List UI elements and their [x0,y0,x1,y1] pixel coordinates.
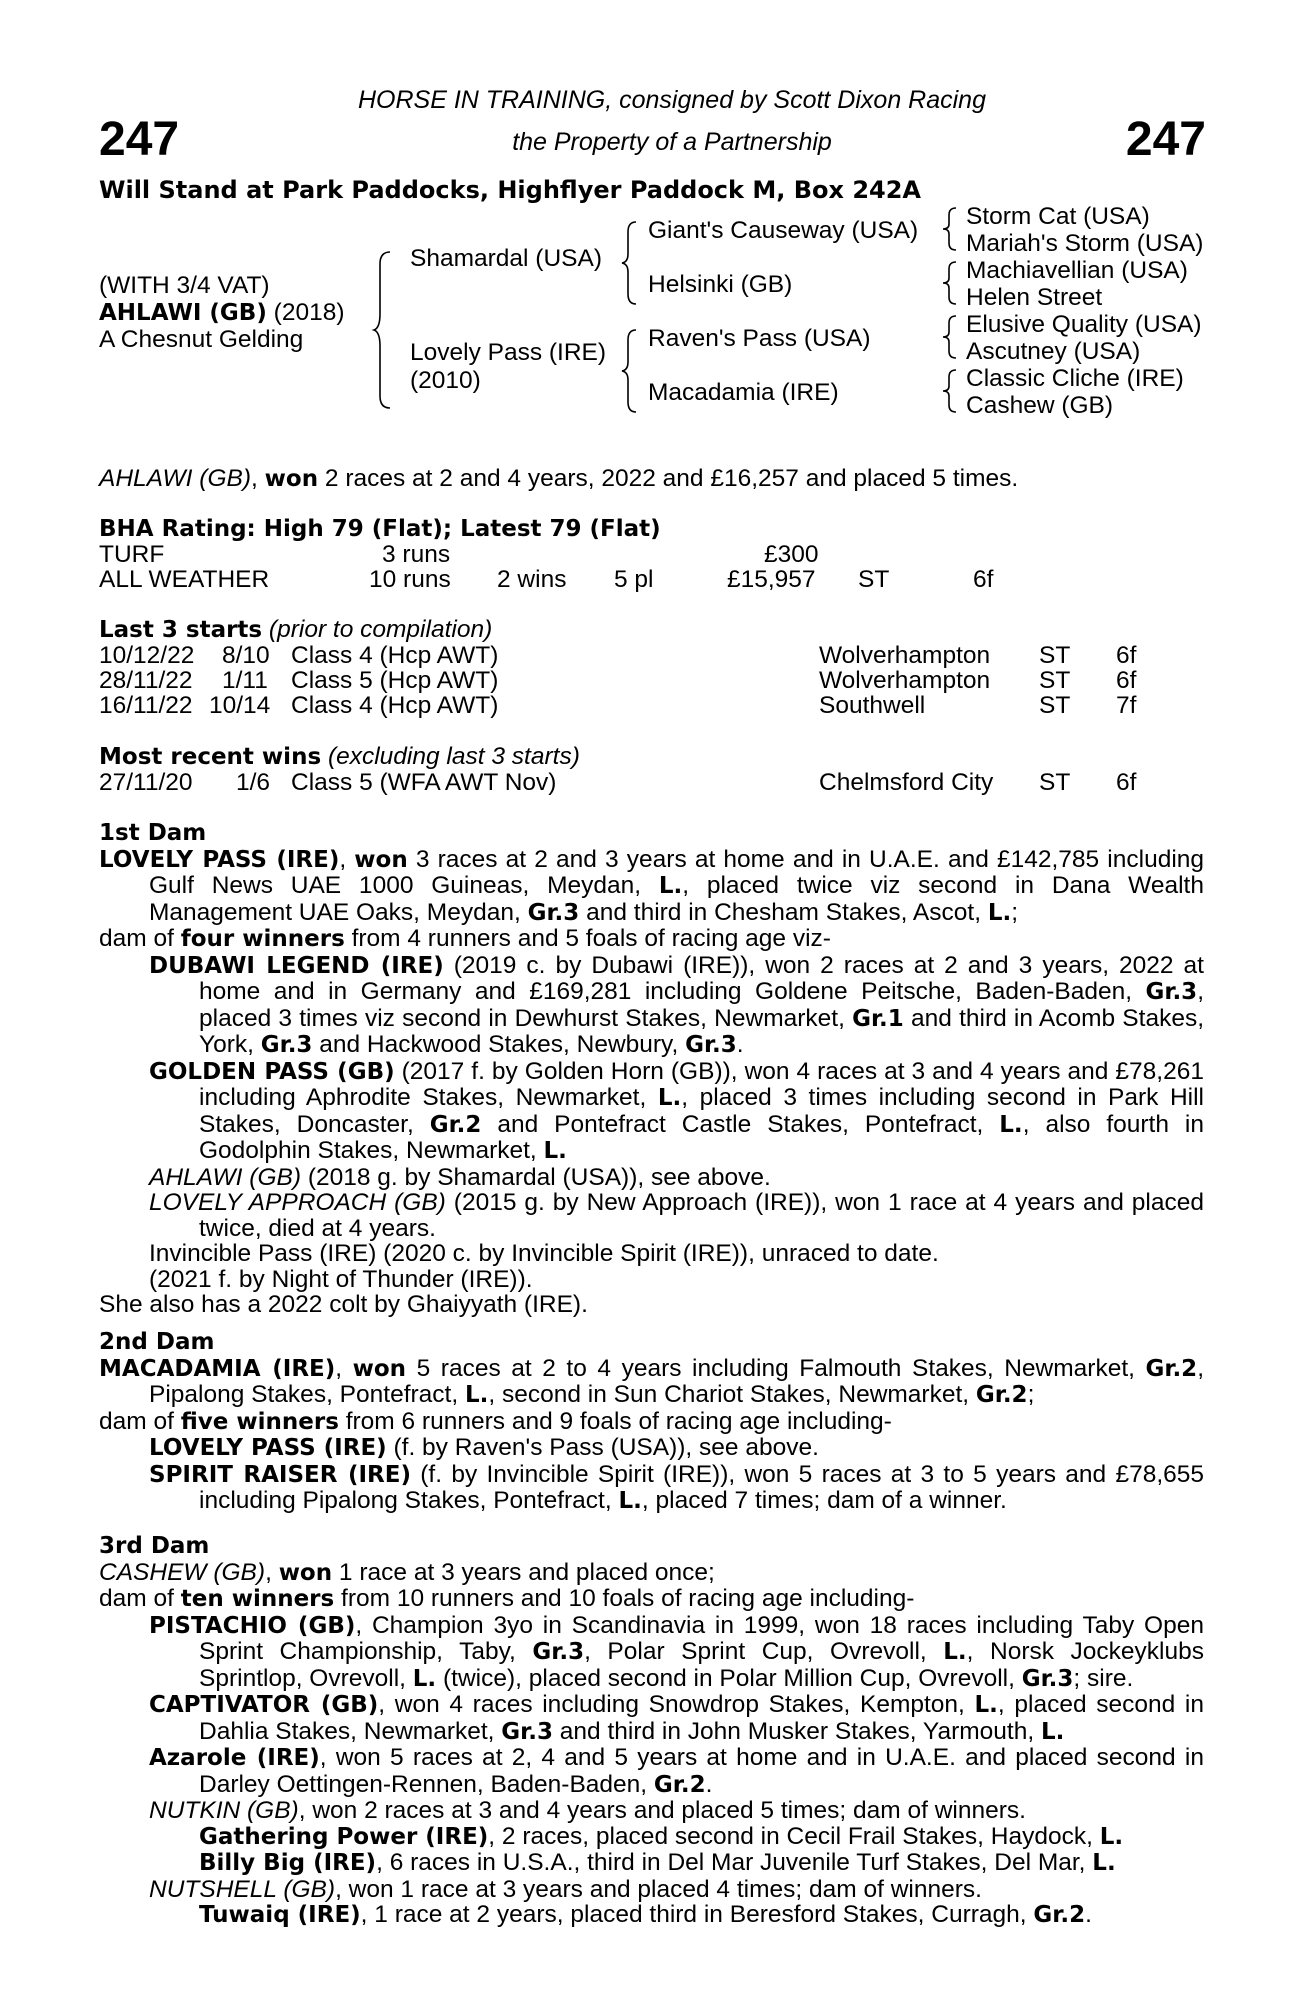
horse-year: (2018) [273,299,345,326]
recent-win-pos: 1/6 [236,769,271,796]
produce-gathering-power-run-0: Gathering Power (IRE) [199,1823,489,1850]
first-dam-record-run-0: LOVELY PASS (IRE) [99,846,340,873]
produce-azarole-run-1: , won 5 races at 2, 4 and 5 years at home and in U.A.E. and placed second in Darley Oettingen-Rennen, Baden-Baden, [199,1744,1204,1798]
produce-dubawi-legend-run-7: and Hackwood Stakes, Newbury, [312,1031,686,1058]
first-dam-record [99,847,1204,927]
rating-aw-placed: 5 pl [614,566,654,593]
last3-row-2-going: ST [1039,667,1071,694]
header-line-1: HORSE IN TRAINING, consigned by Scott Dixon Racing [357,86,986,114]
pedigree-sire-dam: Helsinki (GB) [648,271,793,298]
rating-aw-surface: ALL WEATHER [99,566,270,593]
produce-spirit-raiser-run-3: , placed 7 times; dam of a winner. [641,1487,1007,1514]
last3-row-1-dist: 6f [1116,642,1137,669]
produce-lovely-approach-run-0: LOVELY APPROACH (GB) [149,1189,446,1216]
pedigree-sire: Shamardal (USA) [410,245,602,272]
produce-dubawi-legend-run-5: and third in Acomb Stakes, York, [199,1004,1205,1058]
second-dam-section [99,1330,1204,1515]
produce-dubawi-legend [99,953,1204,1059]
pedigree-dam-dam: Macadamia (IRE) [648,379,839,406]
produce-captivator-run-6: L. [1040,1718,1065,1745]
third-dam-record [99,1560,1204,1587]
produce-dubawi-legend-run-9: . [736,1031,744,1058]
produce-golden-pass-run-1: (2017 f. by Golden Horn (GB)), won 4 races at 3 and 4 years and £78,261 including Aphrodite Stakes, Newmarket, [199,1057,1204,1111]
produce-ahlawi-run-1: (2018 g. by Shamardal (USA)), see above. [301,1163,771,1191]
recent-wins-note: (excluding last 3 starts) [321,743,580,770]
produce-invincible-pass [99,1241,1204,1267]
produce-golden-pass-run-3: , placed 3 times including second in Park Hill Stakes, Doncaster, [199,1084,1204,1138]
produce-spirit-raiser-run-0: SPIRIT RAISER (IRE) [149,1461,411,1488]
last3-row-2-race: Class 5 (Hcp AWT) [291,667,499,694]
recent-win-race: Class 5 (WFA AWT Nov) [291,769,557,796]
produce-dubawi-legend-run-2: Gr.3 [1145,979,1198,1005]
produce-gathering-power-run-2: L. [1099,1823,1124,1850]
third-dam-section [99,1534,1204,1929]
first-dam-record-run-8: L. [987,899,1012,926]
last3-title: Last 3 starts [99,617,263,643]
last3-row-1-race: Class 4 (Hcp AWT) [291,642,499,669]
pedigree-brace-g3-4 [940,368,960,414]
first-dam-produce-intro-run-1: four winners [180,926,345,952]
pedigree-dam-sire: Raven's Pass (USA) [648,325,871,352]
produce-pistachio-run-0: PISTACHIO (GB) [149,1612,356,1639]
pedigree-brace-dam [620,328,640,414]
last3-row-3-pos: 10/14 [209,692,271,719]
rating-aw-going: ST [858,566,890,593]
last3-row-3-dist: 7f [1116,692,1137,719]
vat-note: (WITH 3/4 VAT) [99,272,270,299]
produce-spirit-raiser-run-1: (f. by Invincible Spirit (IRE)), won 5 races at 3 to 5 years and £78,655 including Pipalong Stakes, Pontefract, [199,1460,1205,1514]
recent-wins-title: Most recent wins [99,744,322,770]
produce-azarole-run-3: . [705,1770,713,1798]
race-summary [99,466,1018,493]
second-dam-produce-intro-run-1: five winners [180,1408,339,1435]
lot-number-right: 247 [1125,113,1206,166]
second-dam-record-run-1: , [335,1354,353,1382]
produce-pistachio [99,1613,1204,1693]
produce-pistachio-run-3: , Polar Sprint Cup, Ovrevoll, [584,1638,944,1665]
produce-golden-pass-run-7: , also fourth in Godolphin Stakes, Newmarket, [199,1110,1204,1164]
first-dam-section [99,821,1204,1318]
first-dam-produce-intro [99,926,1204,953]
summary-text: 2 races at 2 and 4 years, 2022 and £16,257 and placed 5 times. [318,465,1019,492]
pedigree-dam-year: (2010) [410,367,481,394]
pedigree-g4-8: Cashew (GB) [966,392,1114,419]
stand-location: Will Stand at Park Paddocks, Highflyer Paddock M, Box 242A [99,176,921,204]
last3-note: (prior to compilation) [262,616,493,643]
third-dam-record-run-0: CASHEW (GB) [99,1558,266,1586]
first-dam-produce-intro-run-0: dam of [99,925,181,952]
produce-gathering-power [99,1824,1204,1851]
produce-golden-pass [99,1059,1204,1165]
produce-golden-pass-run-8: L. [543,1138,567,1164]
produce-spirit-raiser-run-2: L. [618,1488,642,1514]
pedigree-sire-sire: Giant's Causeway (USA) [648,217,919,244]
third-dam-record-run-1: , [265,1558,279,1586]
first-dam-record-run-7: and third in Chesham Stakes, Ascot, [579,898,988,926]
produce-dubawi-legend-run-4: Gr.1 [852,1005,904,1032]
last3-row-1-date: 10/12/22 [99,642,195,669]
last3-row-3-course: Southwell [819,692,926,719]
produce-billy-big-run-0: Billy Big (IRE) [199,1850,377,1876]
pedigree-g4-7: Classic Cliche (IRE) [966,365,1184,392]
second-dam-record-run-8: Gr.2 [975,1382,1028,1408]
third-dam-produce-intro-run-1: ten winners [180,1586,335,1612]
produce-tuwaiq [99,1902,1204,1929]
produce-lovely-approach-run-1: (2015 g. by New Approach (IRE)), won 1 race at 4 years and placed twice, died at 4 years. [199,1189,1205,1242]
rating-aw-prize: £15,957 [727,566,816,593]
produce-lovely-pass-run-0: LOVELY PASS (IRE) [149,1435,387,1461]
second-dam-produce-intro-run-0: dam of [99,1407,181,1435]
horse-title [99,300,344,327]
produce-tuwaiq-run-1: , 1 race at 2 years, placed third in Beresford Stakes, Curragh, [360,1901,1034,1928]
pedigree-brace-main [372,250,394,410]
produce-tuwaiq-run-0: Tuwaiq (IRE) [199,1902,361,1928]
second-dam-produce-intro [99,1409,1204,1436]
last3-row-2-pos: 1/11 [222,667,268,694]
pedigree-g4-4: Helen Street [966,284,1103,311]
recent-win-dist: 6f [1116,769,1137,796]
produce-captivator-run-2: L. [974,1692,998,1718]
rating-turf-runs: 3 runs [382,541,451,568]
first-dam-record-run-1: , [339,845,355,873]
last3-row-2-dist: 6f [1116,667,1137,694]
produce-pistachio-run-4: L. [943,1639,967,1665]
produce-golden-pass-run-5: and Pontefract Castle Stakes, Pontefract, [481,1110,1000,1138]
produce-nutshell-run-1: , won 1 race at 3 years and placed 4 times; dam of winners. [335,1875,982,1903]
produce-captivator [99,1692,1204,1745]
produce-invincible-pass-run-0: Invincible Pass (IRE) (2020 c. by Invincible Spirit (IRE)), unraced to date. [149,1240,939,1267]
pedigree-g4-5: Elusive Quality (USA) [966,311,1202,338]
produce-2021-filly [99,1267,1204,1293]
produce-golden-pass-run-4: Gr.2 [429,1111,482,1138]
second-dam-record-run-3: 5 races at 2 to 4 years including Falmouth Stakes, Newmarket, [406,1354,1146,1382]
produce-pistachio-run-2: Gr.3 [532,1639,585,1665]
second-dam-record-run-7: , second in Sun Chariot Stakes, Newmarket, [488,1381,976,1408]
second-dam-produce-intro-run-2: from 6 runners and 9 foals of racing age including- [338,1407,892,1435]
last3-row-3-date: 16/11/22 [99,692,193,719]
produce-nutkin [99,1798,1204,1824]
produce-pistachio-run-7: (twice), placed second in Polar Million Cup, Ovrevoll, [436,1664,1022,1692]
header-line-2: the Property of a Partnership [512,128,832,156]
summary-sep: , [251,465,265,492]
recent-win-going: ST [1039,769,1071,796]
produce-dubawi-legend-run-0: DUBAWI LEGEND (IRE) [149,952,444,979]
rating-aw-dist: 6f [973,566,994,593]
second-dam-record-run-5: , Pipalong Stakes, Pontefract, [149,1354,1204,1408]
rating-turf-prize: £300 [764,541,819,568]
produce-golden-pass-run-6: L. [999,1111,1023,1138]
second-dam-record-run-2: won [352,1355,407,1382]
first-dam-record-run-3: 3 races at 2 and 3 years at home and in U.A.E. and £142,785 including Gulf News UAE 1000 Guineas, Meydan, [149,845,1205,899]
produce-azarole-run-0: Azarole (IRE) [149,1745,320,1771]
third-dam-produce-intro [99,1586,1204,1613]
last3-row-2-course: Wolverhampton [819,667,991,694]
first-dam-record-run-5: , placed twice viz second in Dana Wealth Management UAE Oaks, Meydan, [149,872,1204,926]
produce-nutkin-run-1: , won 2 races at 3 and 4 years and placed 5 times; dam of winners. [298,1797,1026,1824]
produce-captivator-run-4: Gr.3 [501,1718,553,1745]
produce-2022-colt-run-0: She also has a 2022 colt by Ghaiyyath (IRE). [99,1291,588,1318]
produce-lovely-approach [99,1190,1204,1241]
pedigree-brace-g3-3 [940,314,960,360]
produce-pistachio-run-8: Gr.3 [1021,1665,1074,1692]
produce-tuwaiq-run-2: Gr.2 [1033,1902,1086,1928]
produce-ahlawi [99,1165,1204,1191]
produce-lovely-pass [99,1435,1204,1462]
first-dam-record-run-2: won [354,846,408,873]
third-dam-heading: 3rd Dam [99,1533,210,1559]
last3-row-3-race: Class 4 (Hcp AWT) [291,692,499,719]
pedigree-g4-6: Ascutney (USA) [966,338,1141,365]
rating-title: BHA Rating: High 79 (Flat); Latest 79 (Flat) [99,516,661,542]
produce-nutkin-run-0: NUTKIN (GB) [149,1797,299,1824]
first-dam-record-run-9: ; [1011,898,1019,926]
produce-2022-colt [99,1292,1204,1318]
pedigree-brace-g3-1 [940,206,960,252]
produce-pistachio-run-1: , Champion 3yo in Scandinavia in 1999, won 18 races including Taby Open Sprint Championship, Taby, [199,1611,1204,1665]
lot-number-left: 247 [99,113,180,166]
second-dam-heading: 2nd Dam [99,1329,215,1355]
pedigree-dam: Lovely Pass (IRE) [410,339,607,366]
rating-turf-surface: TURF [99,541,165,568]
third-dam-produce-intro-run-2: from 10 runners and 10 foals of racing age including- [334,1585,915,1612]
first-dam-record-run-6: Gr.3 [527,899,580,926]
produce-pistachio-run-5: , Norsk Jockeyklubs Sprintlop, Ovrevoll, [199,1638,1204,1692]
third-dam-record-run-3: 1 race at 3 years and placed once; [332,1558,715,1586]
produce-billy-big-run-1: , 6 races in U.S.A., third in Del Mar Juvenile Turf Stakes, Del Mar, [376,1849,1093,1876]
recent-wins-title-line [99,744,580,771]
produce-pistachio-run-6: L. [412,1665,437,1692]
produce-captivator-run-3: , placed second in Dahlia Stakes, Newmarket, [199,1691,1204,1745]
pedigree-g4-1: Storm Cat (USA) [966,203,1150,230]
produce-nutshell-run-0: NUTSHELL (GB) [149,1875,336,1903]
produce-captivator-run-0: CAPTIVATOR (GB) [149,1692,379,1718]
produce-ahlawi-run-0: AHLAWI (GB) [149,1163,302,1191]
produce-captivator-run-5: and third in John Musker Stakes, Yarmouth, [552,1717,1041,1745]
pedigree-g4-3: Machiavellian (USA) [966,257,1188,284]
produce-dubawi-legend-run-6: Gr.3 [260,1032,313,1058]
first-dam-produce-intro-run-2: from 4 runners and 5 foals of racing age viz- [344,925,831,952]
second-dam-record [99,1356,1204,1409]
horse-description: A Chesnut Gelding [99,326,304,353]
pedigree-brace-g3-2 [940,260,960,306]
second-dam-record-run-6: L. [464,1382,489,1408]
produce-dubawi-legend-run-1: (2019 c. by Dubawi (IRE)), won 2 races at 2 and 3 years, 2022 at home and in Germany and £169,281 including Goldene Peitsche, Baden-Baden, [199,951,1204,1005]
last3-title-line [99,617,492,644]
summary-horse-name: AHLAWI (GB) [99,465,252,492]
second-dam-record-run-9: ; [1027,1381,1035,1408]
rating-aw-runs: 10 runs [369,566,451,593]
last3-row-3-going: ST [1039,692,1071,719]
produce-pistachio-run-9: ; sire. [1073,1664,1134,1692]
recent-win-course: Chelmsford City [819,769,994,796]
produce-gathering-power-run-1: , 2 races, placed second in Cecil Frail Stakes, Haydock, [488,1822,1100,1850]
second-dam-record-run-4: Gr.2 [1145,1355,1198,1382]
produce-golden-pass-run-2: L. [657,1085,682,1111]
produce-azarole [99,1745,1204,1798]
last3-row-1-pos: 8/10 [222,642,270,669]
pedigree-g4-2: Mariah's Storm (USA) [966,230,1204,257]
produce-dubawi-legend-run-8: Gr.3 [685,1032,737,1058]
produce-nutshell [99,1877,1204,1903]
rating-aw-wins: 2 wins [497,566,567,593]
third-dam-record-run-2: won [278,1559,333,1586]
first-dam-heading: 1st Dam [99,820,207,846]
produce-golden-pass-run-0: GOLDEN PASS (GB) [149,1058,395,1085]
produce-dubawi-legend-run-3: , placed 3 times viz second in Dewhurst Stakes, Newmarket, [199,978,1204,1032]
summary-won: won [264,466,319,492]
second-dam-record-run-0: MACADAMIA (IRE) [99,1355,336,1382]
produce-billy-big-run-2: L. [1092,1850,1116,1876]
produce-lovely-pass-run-1: (f. by Raven's Pass (USA)), see above. [386,1434,819,1461]
last3-row-1-going: ST [1039,642,1071,669]
horse-name: AHLAWI (GB) [99,300,267,326]
produce-2021-filly-run-0: (2021 f. by Night of Thunder (IRE)). [149,1265,533,1293]
produce-spirit-raiser [99,1462,1204,1515]
produce-billy-big [99,1850,1204,1877]
produce-azarole-run-2: Gr.2 [653,1771,706,1798]
last3-row-2-date: 28/11/22 [99,667,193,694]
pedigree-brace-sire [620,220,640,306]
produce-captivator-run-1: , won 4 races including Snowdrop Stakes, Kempton, [378,1691,975,1718]
last3-row-1-course: Wolverhampton [819,642,991,669]
produce-tuwaiq-run-3: . [1085,1901,1092,1928]
third-dam-produce-intro-run-0: dam of [99,1585,181,1612]
recent-win-date: 27/11/20 [99,769,193,796]
first-dam-record-run-4: L. [658,873,683,899]
